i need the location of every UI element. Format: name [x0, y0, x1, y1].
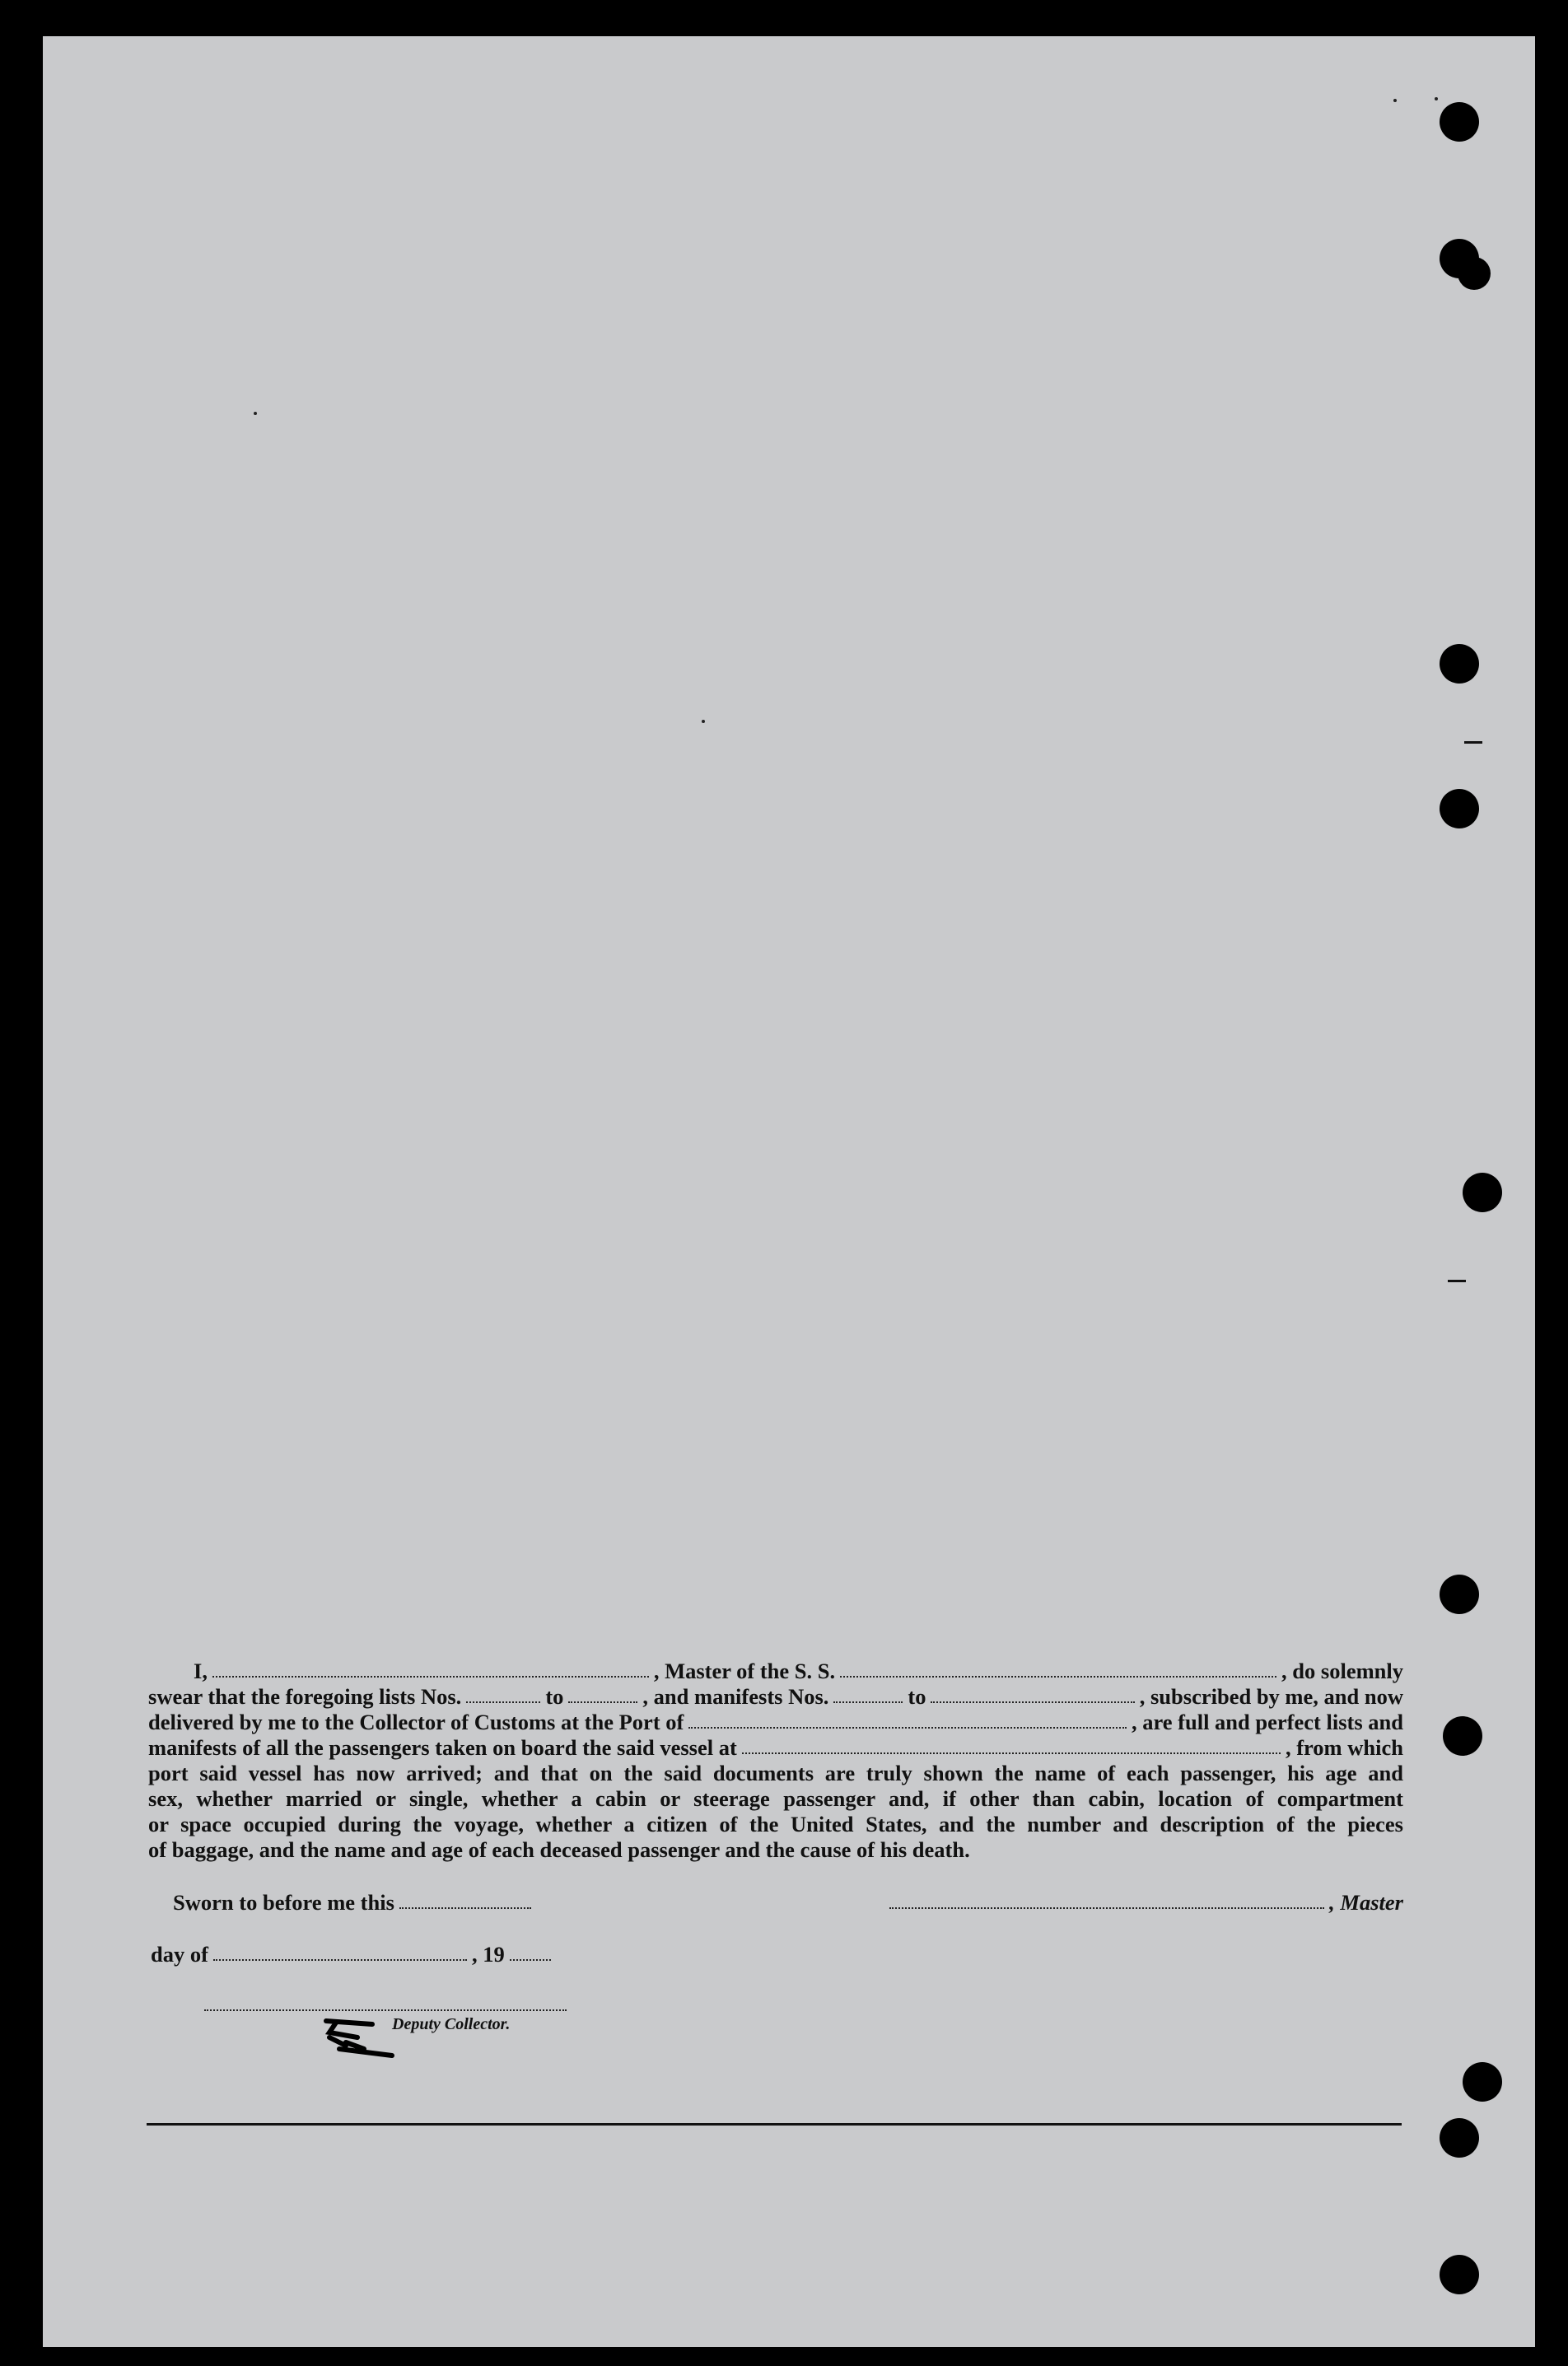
oath-text: I, — [194, 1659, 208, 1683]
sworn-day-field[interactable] — [399, 1907, 531, 1909]
oath-text: delivered by me to the Collector of Customs at the Port of — [148, 1710, 684, 1734]
speck — [1393, 99, 1397, 102]
oath-line-2 — [148, 1684, 1403, 1710]
punch-hole — [1440, 644, 1479, 684]
edge-mark — [1448, 1280, 1466, 1282]
day-label: day of — [151, 1942, 208, 1967]
year-field[interactable] — [510, 1959, 551, 1961]
year-label: , 19 — [471, 1942, 505, 1967]
punch-hole — [1440, 1575, 1479, 1614]
punch-hole — [1440, 789, 1479, 828]
collector-signature-field[interactable] — [204, 2009, 567, 2011]
edge-mark — [1464, 741, 1482, 744]
manifests-to-field[interactable] — [931, 1684, 1134, 1703]
oath-text: manifests of all the passengers taken on board the said vessel at — [148, 1735, 737, 1760]
lists-from-field[interactable] — [466, 1684, 540, 1703]
oath-text: to — [545, 1684, 564, 1709]
oath-text: , subscribed by me, and now — [1139, 1684, 1403, 1709]
oath-text: or space occupied during the voyage, whether a citizen of the United States, and the number and description of the pieces — [148, 1812, 1403, 1836]
punch-hole — [1440, 102, 1479, 142]
day-row — [151, 1942, 556, 1967]
port-field[interactable] — [688, 1710, 1127, 1729]
oath-paragraph — [148, 1659, 1403, 1863]
oath-text: of baggage, and the name and age of each deceased passenger and the cause of his death. — [148, 1837, 970, 1862]
deputy-collector-label: Deputy Collector. — [392, 2015, 511, 2033]
oath-text: port said vessel has now arrived; and that on the said documents are truly shown the name of each passenger, his age and — [148, 1761, 1403, 1785]
master-signature-field[interactable] — [889, 1907, 1324, 1909]
oath-line-4 — [148, 1735, 1403, 1761]
lists-to-field[interactable] — [568, 1684, 637, 1703]
oath-text: sex, whether married or single, whether a cabin or steerage passenger and, if other than cabin, location of compartment — [148, 1786, 1403, 1811]
oath-text: , Master of the S. S. — [653, 1659, 836, 1683]
oath-text: to — [908, 1684, 926, 1709]
punch-hole — [1463, 2062, 1502, 2102]
departure-port-field[interactable] — [742, 1735, 1281, 1754]
sworn-label: Sworn to before me this — [173, 1890, 394, 1915]
oath-text: swear that the foregoing lists Nos. — [148, 1684, 462, 1709]
punch-hole — [1440, 2255, 1479, 2294]
manifests-from-field[interactable] — [833, 1684, 903, 1703]
oath-text: , and manifests Nos. — [642, 1684, 829, 1709]
punch-hole — [1443, 1716, 1482, 1756]
oath-line-1 — [148, 1659, 1403, 1684]
speck — [254, 412, 257, 415]
ship-name-field[interactable] — [840, 1659, 1276, 1678]
oath-text: , do solemnly — [1281, 1659, 1404, 1683]
punch-hole — [1440, 2118, 1479, 2158]
bottom-rule — [147, 2123, 1402, 2126]
speck — [1435, 97, 1438, 100]
oath-line-3 — [148, 1710, 1403, 1735]
oath-text: , from which — [1285, 1735, 1403, 1760]
sworn-row — [173, 1890, 1403, 1916]
month-field[interactable] — [213, 1959, 467, 1961]
punch-hole — [1463, 1173, 1502, 1212]
master-label: , Master — [1329, 1890, 1403, 1915]
punch-hole — [1458, 257, 1491, 290]
master-name-field[interactable] — [212, 1659, 649, 1678]
form-page — [43, 36, 1535, 2347]
speck — [702, 720, 705, 723]
oath-text: , are full and perfect lists and — [1131, 1710, 1403, 1734]
